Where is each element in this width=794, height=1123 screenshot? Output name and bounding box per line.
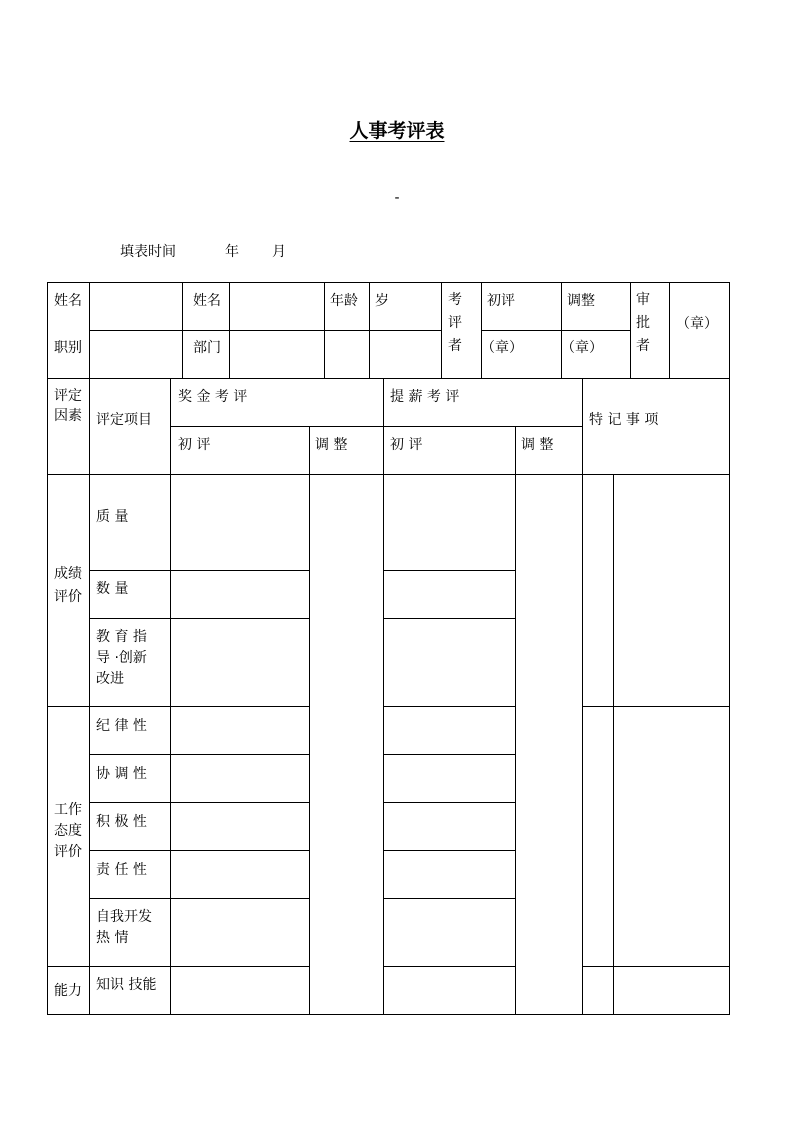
item-responsibility: 责 任 性 (96, 862, 147, 878)
approver-label: 审 批 者 (636, 292, 650, 354)
name-label-2: 姓名 (193, 293, 221, 309)
remarks-header: 特 记 事 项 (589, 412, 659, 428)
grid-line-vertical (170, 378, 171, 1015)
item-coordination: 协 调 性 (96, 766, 147, 782)
grid-line-vertical (669, 282, 670, 379)
adjust-seal-label: （章） (561, 340, 603, 356)
item-discipline: 纪 律 性 (96, 718, 147, 734)
group-attitude: 工作 态度 评价 (54, 802, 82, 860)
item-education: 教 育 指 导 ·创新 改进 (96, 629, 147, 687)
initial-seal-label: （章） (481, 340, 523, 356)
grid-line-vertical (89, 282, 90, 1015)
item-header: 评定项目 (96, 412, 152, 428)
grid-line-horizontal (383, 898, 516, 899)
grid-line-vertical (729, 282, 730, 1015)
approver-seal-label: （章） (676, 316, 718, 332)
item-initiative: 积 极 性 (96, 814, 147, 830)
grid-line-vertical (630, 282, 631, 379)
adjust-label: 调整 (567, 293, 595, 309)
grid-line-vertical (182, 282, 183, 379)
page-title: 人事考评表 (349, 120, 445, 142)
grid-line-vertical (383, 378, 384, 1015)
group-ability: 能力 (54, 983, 82, 999)
grid-line-vertical (515, 426, 516, 1015)
grid-line-horizontal (47, 378, 730, 379)
bonus-adjust-header: 调 整 (315, 437, 348, 453)
grid-line-horizontal (47, 282, 730, 283)
fill-date-label: 填表时间 (120, 244, 176, 260)
grid-line-horizontal (383, 570, 516, 571)
bonus-initial-header: 初 评 (178, 437, 211, 453)
page-subtitle: - (394, 190, 400, 206)
grid-line-horizontal (89, 570, 310, 571)
grid-line-horizontal (383, 850, 516, 851)
grid-line-horizontal (383, 754, 516, 755)
grid-line-horizontal (170, 426, 583, 427)
grid-line-vertical (309, 426, 310, 1015)
grid-line-horizontal (582, 706, 730, 707)
item-self-development: 自我开发 热 情 (96, 909, 152, 946)
grid-line-horizontal (89, 898, 310, 899)
grid-line-vertical (229, 282, 230, 379)
age-unit-label: 岁 (375, 293, 389, 309)
factor-header: 评定 因素 (54, 388, 82, 424)
fill-year-label: 年 (225, 244, 239, 260)
item-quantity: 数 量 (96, 581, 129, 597)
grid-line-horizontal (383, 706, 516, 707)
grid-line-horizontal (89, 754, 310, 755)
grid-line-vertical (441, 282, 442, 379)
item-knowledge: 知识 技能 (96, 977, 157, 993)
grid-line-horizontal (47, 966, 310, 967)
grid-line-vertical (613, 474, 614, 1015)
grid-line-vertical (47, 282, 48, 1015)
grid-line-vertical (369, 282, 370, 379)
grid-line-horizontal (89, 330, 442, 331)
raise-eval-header: 提 薪 考 评 (390, 389, 460, 405)
grid-line-horizontal (47, 1014, 730, 1015)
bonus-eval-header: 奖 金 考 评 (178, 389, 248, 405)
position-label: 职别 (54, 340, 82, 356)
initial-eval-label: 初评 (487, 293, 515, 309)
grid-line-horizontal (481, 330, 631, 331)
grid-line-horizontal (89, 850, 310, 851)
group-performance: 成绩 评价 (54, 566, 82, 605)
evaluator-label: 考 评 者 (448, 292, 462, 354)
grid-line-vertical (481, 282, 482, 379)
grid-line-horizontal (89, 618, 310, 619)
item-quality: 质 量 (96, 509, 129, 525)
grid-line-horizontal (47, 474, 730, 475)
grid-line-horizontal (47, 706, 310, 707)
grid-line-vertical (324, 282, 325, 379)
grid-line-vertical (561, 282, 562, 379)
grid-line-horizontal (383, 618, 516, 619)
age-label: 年龄 (330, 293, 358, 309)
fill-month-label: 月 (272, 244, 286, 260)
grid-line-horizontal (582, 966, 730, 967)
grid-line-horizontal (383, 802, 516, 803)
grid-line-horizontal (383, 966, 516, 967)
department-label: 部门 (193, 340, 221, 356)
grid-line-horizontal (89, 802, 310, 803)
raise-adjust-header: 调 整 (521, 437, 554, 453)
grid-line-vertical (582, 378, 583, 1015)
raise-initial-header: 初 评 (390, 437, 423, 453)
name-label-1: 姓名 (54, 293, 82, 309)
